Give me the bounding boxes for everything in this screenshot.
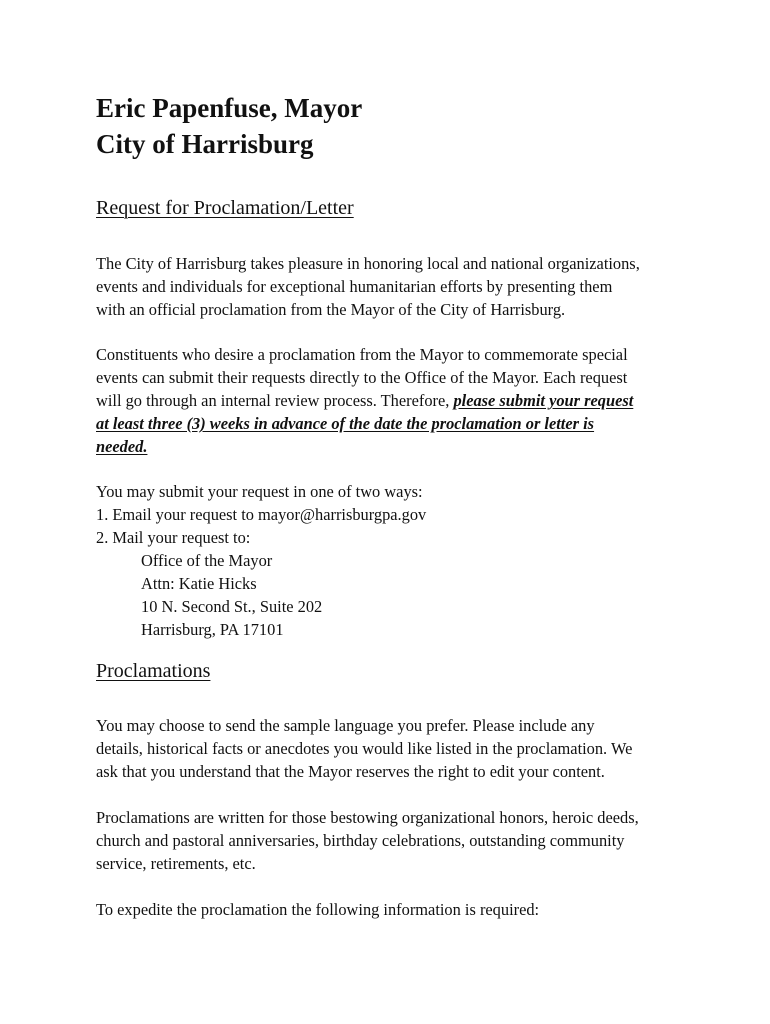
sample-language-paragraph: [96, 714, 686, 783]
address-line-attn: Attn: Katie Hicks: [141, 574, 257, 593]
proclamation-types-paragraph: [96, 806, 686, 875]
city-title: City of Harrisburg: [96, 129, 314, 159]
address-line-street: 10 N. Second St., Suite 202: [141, 597, 323, 616]
constituents-line: events can submit their requests directly to the Office of the Mayor. Each request: [96, 368, 628, 387]
proclamation-types-line: church and pastoral anniversaries, birthday celebrations, outstanding community: [96, 831, 625, 850]
constituents-paragraph: [96, 343, 686, 458]
deadline-emphasis: at least three (3) weeks in advance of the date the proclamation or letter is: [96, 414, 595, 433]
proclamation-types-line: service, retirements, etc.: [96, 854, 256, 873]
mail-option: 2. Mail your request to:: [96, 528, 251, 547]
sample-language-line: ask that you understand that the Mayor reserves the right to edit your content.: [96, 762, 605, 781]
intro-paragraph: [96, 252, 686, 321]
email-option: 1. Email your request to mayor@harrisburgpa.gov: [96, 505, 427, 524]
proclamations-heading: Proclamations: [96, 660, 211, 682]
deadline-emphasis-end: needed.: [96, 437, 148, 456]
address-line-office: Office of the Mayor: [141, 551, 273, 570]
required-info-line: To expedite the proclamation the following information is required:: [96, 900, 540, 919]
submission-options: [96, 480, 686, 641]
sample-language-line: You may choose to send the sample language you prefer. Please include any: [96, 716, 595, 735]
constituents-line-prefix: will go through an internal review process. Therefore,: [96, 391, 454, 410]
intro-line: with an official proclamation from the Mayor of the City of Harrisburg.: [96, 300, 566, 319]
deadline-emphasis-start: please submit your request: [453, 391, 634, 410]
intro-line: The City of Harrisburg takes pleasure in honoring local and national organizations,: [96, 254, 640, 273]
request-section-heading: Request for Proclamation/Letter: [96, 197, 354, 219]
mayor-name-title: Eric Papenfuse, Mayor: [96, 93, 363, 123]
sample-language-line: details, historical facts or anecdotes you would like listed in the proclamation. We: [96, 739, 633, 758]
required-info-paragraph: [96, 898, 686, 921]
proclamation-types-line: Proclamations are written for those bestowing organizational honors, heroic deeds,: [96, 808, 639, 827]
constituents-line: Constituents who desire a proclamation from the Mayor to commemorate special: [96, 345, 628, 364]
intro-line: events and individuals for exceptional humanitarian efforts by presenting them: [96, 277, 613, 296]
constituents-line: [96, 389, 686, 412]
submit-intro: You may submit your request in one of two ways:: [96, 482, 423, 501]
address-line-city: Harrisburg, PA 17101: [141, 620, 284, 639]
